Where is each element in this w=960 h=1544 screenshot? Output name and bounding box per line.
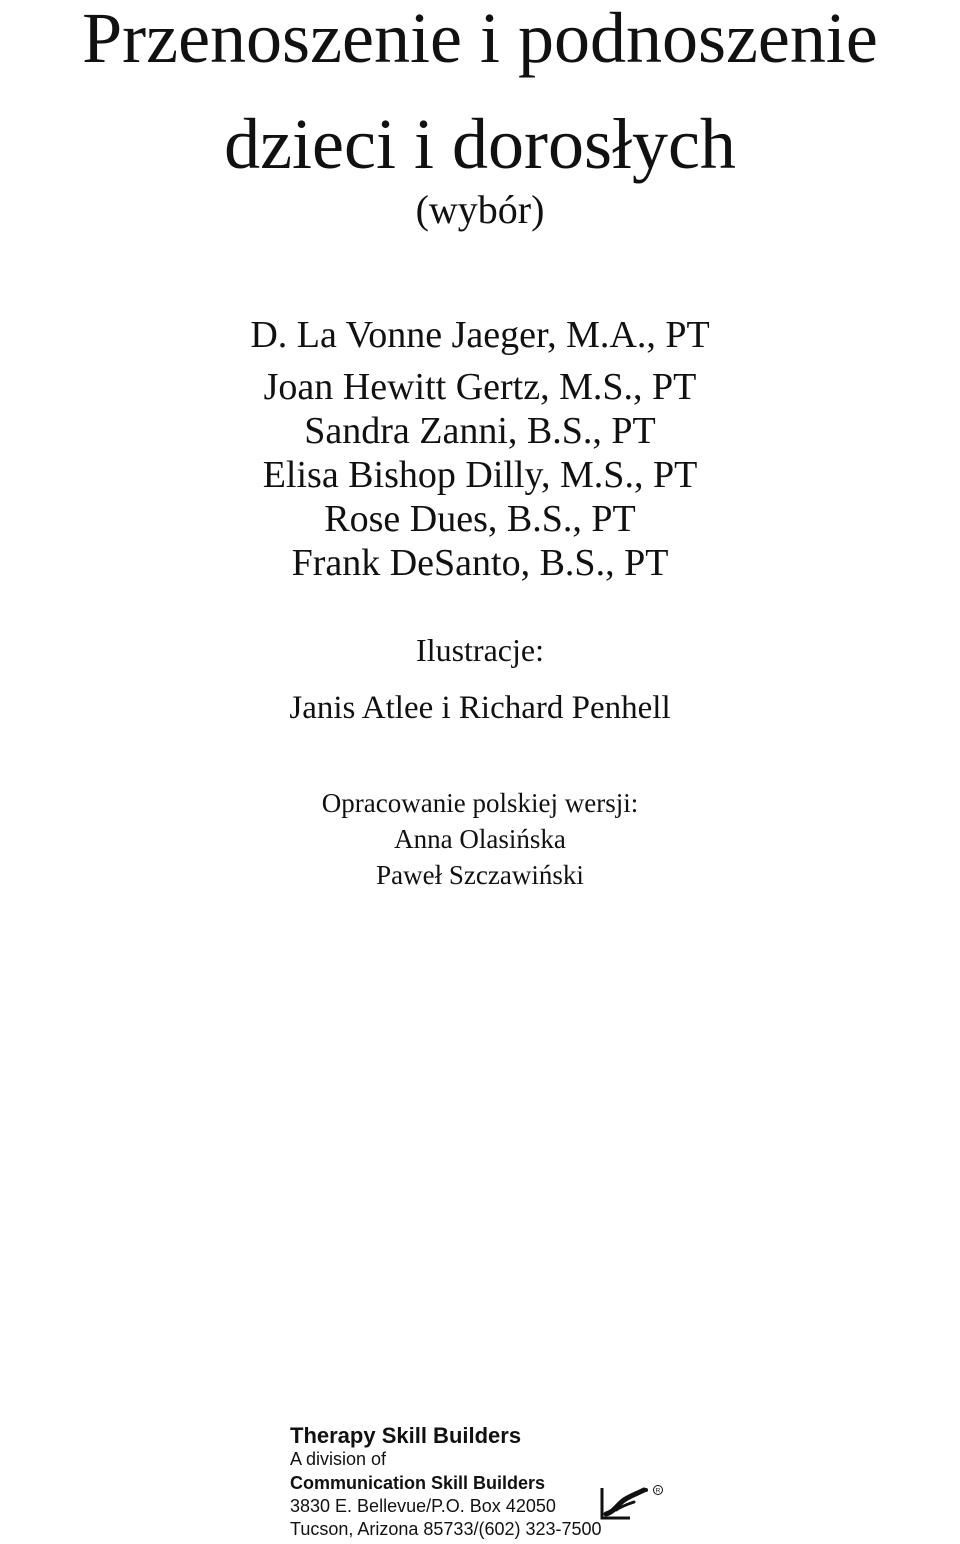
svg-text:R: R: [655, 1487, 661, 1495]
author-5: Rose Dues, B.S., PT: [324, 498, 636, 540]
publisher-division: A division of: [290, 1449, 387, 1470]
book-title-line-1: Przenoszenie i podnoszenie: [82, 0, 878, 78]
author-6: Frank DeSanto, B.S., PT: [291, 542, 669, 584]
book-title-line-2: dzieci i dorosłych: [224, 104, 736, 184]
author-2: Joan Hewitt Gertz, M.S., PT: [263, 366, 697, 408]
translator-1: Anna Olasińska: [394, 824, 566, 854]
book-subtitle: (wybór): [415, 187, 545, 232]
publisher-address-1: 3830 E. Bellevue/P.O. Box 42050: [290, 1495, 556, 1516]
author-1: D. La Vonne Jaeger, M.A., PT: [250, 314, 710, 356]
publisher-block: [290, 1424, 602, 1542]
publisher-logo-icon: [600, 1484, 664, 1520]
publisher-parent: Communication Skill Builders: [290, 1472, 546, 1493]
publisher-name: Therapy Skill Builders: [290, 1423, 522, 1448]
publisher-address-2: Tucson, Arizona 85733/(602) 323-7500: [290, 1519, 602, 1540]
author-3: Sandra Zanni, B.S., PT: [304, 410, 656, 452]
translation-label: Opracowanie polskiej wersji:: [321, 788, 639, 818]
author-4: Elisa Bishop Dilly, M.S., PT: [262, 454, 698, 496]
illustrations-label: Ilustracje:: [416, 632, 544, 668]
illustrators: Janis Atlee i Richard Penhell: [289, 690, 671, 726]
translator-2: Paweł Szczawiński: [376, 860, 584, 890]
